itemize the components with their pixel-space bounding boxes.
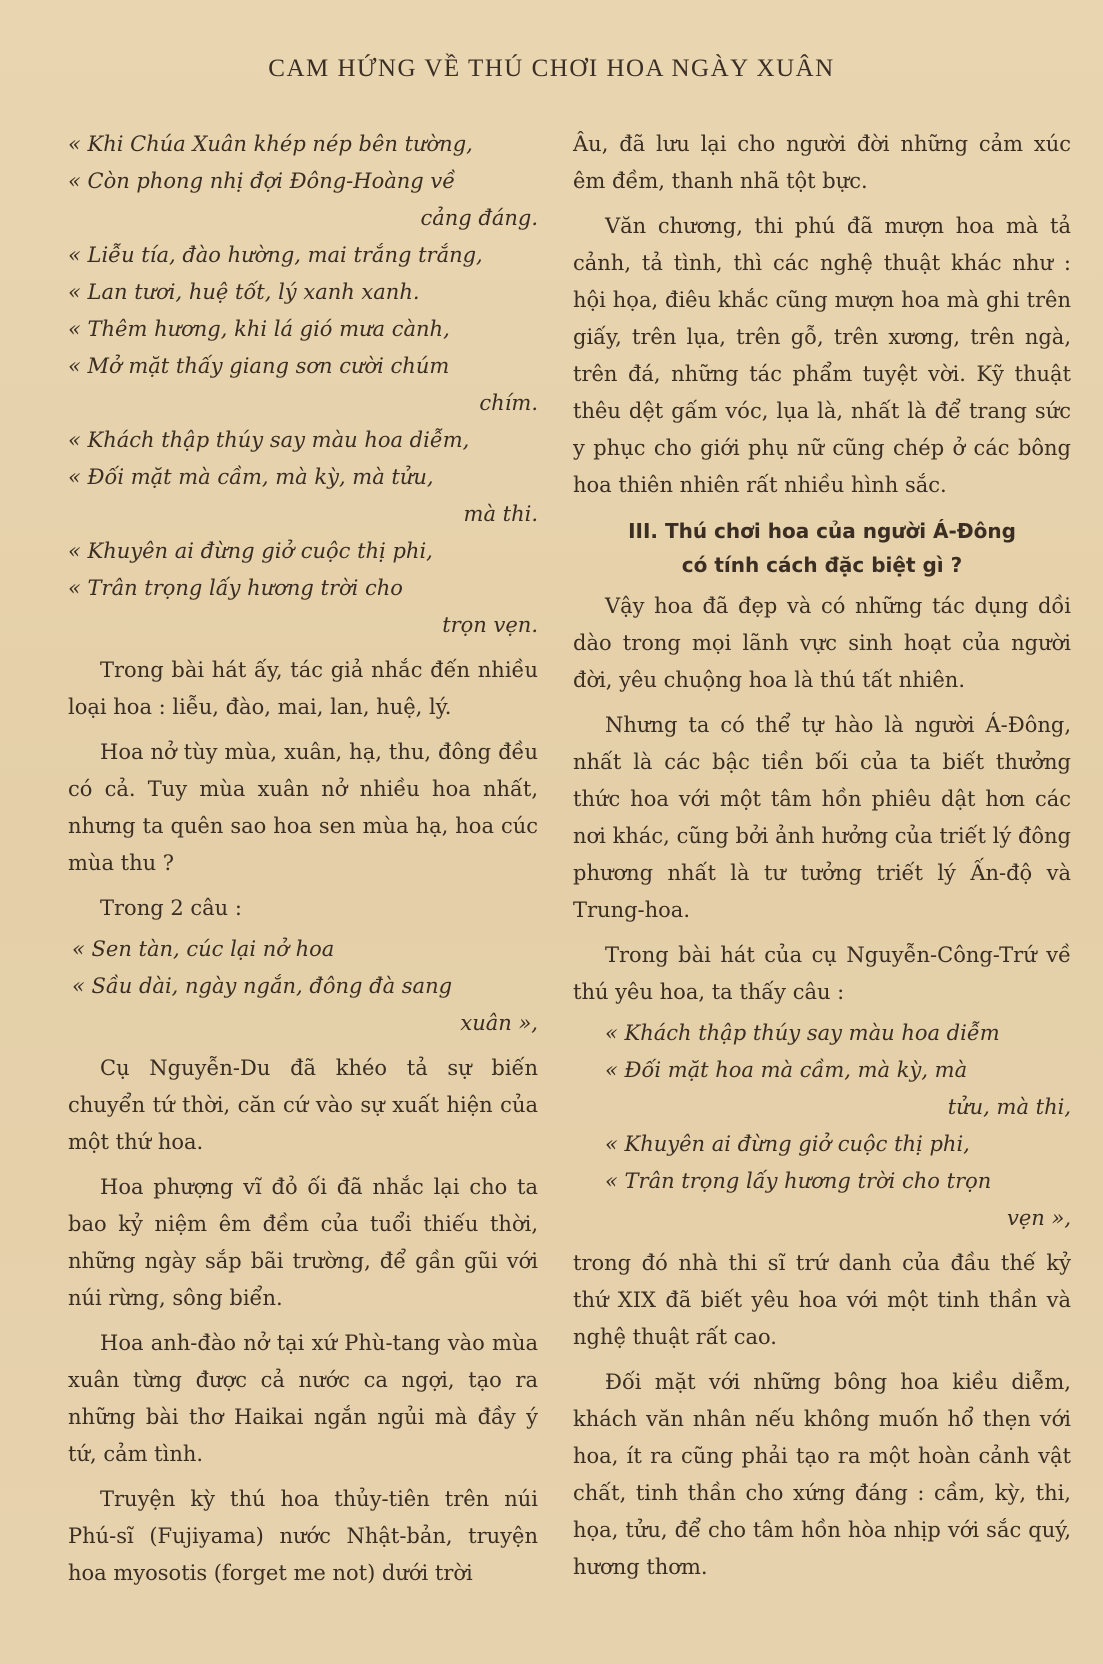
verse-line: « Đối mặt hoa mà cầm, mà kỳ, mà — [605, 1058, 968, 1082]
verse-line: xuân », — [460, 1011, 538, 1035]
paragraph: Hoa nở tùy mùa, xuân, hạ, thu, đông đều có cả. Tuy mùa xuân nở nhiều hoa nhất, nhưng ta quên sao hoa sen mùa hạ, hoa cúc mùa thu ? — [68, 740, 538, 875]
verse-line: « Khuyên ai đừng giở cuộc thị phi, — [605, 1132, 970, 1156]
section-heading-line: III. Thú chơi hoa của người Á-Đông — [628, 519, 1016, 543]
paragraph: Nhưng ta có thể tự hào là người Á-Đông, nhất là các bậc tiền bối của ta biết thưởng thức hoa với một tâm hồn phiêu dật hơn các nơi khác, cũng bởi ảnh hưởng của triết lý đông phương nhất là tư tưởng triết lý Ấn-độ và Trung-hoa. — [573, 713, 1071, 922]
verse-line: « Trân trọng lấy hương trời cho trọn — [605, 1169, 992, 1193]
verse-line: tửu, mà thi, — [947, 1095, 1071, 1119]
right-column — [573, 126, 1071, 1586]
verse-block — [68, 126, 538, 644]
paragraph: Văn chương, thi phú đã mượn hoa mà tả cảnh, tả tình, thì các nghệ thuật khác như : hội họa, điêu khắc cũng mượn hoa mà ghi trên giấy, trên lụa, trên gỗ, trên xương, trên ngà, trên đá, những tác phẩm tuyệt vời. Kỹ thuật thêu dệt gấm vóc, lụa là, nhất là để trang sức y phục cho giới phụ nữ cũng chép ở các bông hoa thiên nhiên rất nhiều hình sắc. — [573, 214, 1071, 497]
verse-line: « Khách thập thúy say màu hoa diễm, — [68, 428, 470, 452]
paragraph: Đối mặt với những bông hoa kiều diễm, khách văn nhân nếu không muốn hổ thẹn với hoa, ít ra cũng phải tạo ra một hoàn cảnh vật chất, tinh thần cho xứng đáng : cầm, kỳ, thi, họa, tửu, để cho tâm hồn hòa nhịp với sắc quý, hương thơm. — [573, 1370, 1071, 1579]
verse-line: chím. — [479, 391, 538, 415]
verse-line: vẹn », — [1006, 1206, 1071, 1230]
paragraph: Truyện kỳ thú hoa thủy-tiên trên núi Phú-sĩ (Fujiyama) nước Nhật-bản, truyện hoa myosotis (forget me not) dưới trời — [68, 1487, 538, 1585]
verse-line: « Đối mặt mà cầm, mà kỳ, mà tửu, — [68, 465, 434, 489]
paragraph: Âu, đã lưu lại cho người đời những cảm xúc êm đềm, thanh nhã tột bực. — [573, 132, 1071, 193]
verse-line: « Khuyên ai đừng giở cuộc thị phi, — [68, 539, 433, 563]
paragraph: trong đó nhà thi sĩ trứ danh của đầu thế kỷ thứ XIX đã biết yêu hoa với một tinh thần và nghệ thuật rất cao. — [573, 1251, 1071, 1349]
verse-line: « Khi Chúa Xuân khép nép bên tường, — [68, 132, 473, 156]
verse-line: trọn vẹn. — [442, 613, 538, 637]
verse-line: « Sen tàn, cúc lại nở hoa — [72, 937, 335, 961]
section-heading-line: có tính cách đặc biệt gì ? — [681, 553, 963, 577]
verse-line: « Lan tươi, huệ tốt, lý xanh xanh. — [68, 280, 420, 304]
section-heading — [573, 514, 1071, 582]
paragraph: Cụ Nguyễn-Du đã khéo tả sự biến chuyển tứ thời, căn cứ vào sự xuất hiện của một thứ hoa. — [68, 1056, 538, 1154]
verse-line: « Thêm hương, khi lá gió mưa cành, — [68, 317, 450, 341]
paragraph: Hoa anh-đào nở tại xứ Phù-tang vào mùa xuân từng được cả nước ca ngợi, tạo ra những bài thơ Haikai ngắn ngủi mà đầy ý tứ, cảm tình. — [68, 1331, 538, 1466]
verse-line: « Sầu dài, ngày ngắn, đông đà sang — [72, 974, 453, 998]
verse-line: mà thi. — [463, 502, 538, 526]
paragraph: Hoa phượng vĩ đỏ ối đã nhắc lại cho ta bao kỷ niệm êm đềm của tuổi thiếu thời, những ngày sắp bãi trường, để gần gũi với núi rừng, sông biển. — [68, 1175, 538, 1310]
verse-block — [68, 931, 538, 1042]
paragraph: Vậy hoa đã đẹp và có những tác dụng dồi dào trong mọi lãnh vực sinh hoạt của người đời, yêu chuộng hoa là thú tất nhiên. — [573, 594, 1071, 692]
verse-line: « Trân trọng lấy hương trời cho — [68, 576, 403, 600]
verse-line: cảng đáng. — [420, 206, 538, 230]
verse-line: « Khách thập thúy say màu hoa diễm — [605, 1021, 1000, 1045]
paragraph: Trong 2 câu : — [100, 896, 242, 920]
verse-line: « Liễu tía, đào hường, mai trắng trắng, — [68, 243, 483, 267]
left-column — [68, 126, 538, 1592]
paragraph: Trong bài hát ấy, tác giả nhắc đến nhiều loại hoa : liễu, đào, mai, lan, huệ, lý. — [68, 658, 538, 719]
paragraph: Trong bài hát của cụ Nguyễn-Công-Trứ về thú yêu hoa, ta thấy câu : — [573, 943, 1071, 1004]
verse-block — [573, 1015, 1071, 1237]
verse-line: « Mở mặt thấy giang sơn cười chúm — [68, 354, 450, 378]
verse-line: « Còn phong nhị đợi Đông-Hoàng về — [68, 169, 456, 193]
page-header: CAM HỨNG VỀ THÚ CHƠI HOA NGÀY XUÂN — [268, 55, 835, 82]
